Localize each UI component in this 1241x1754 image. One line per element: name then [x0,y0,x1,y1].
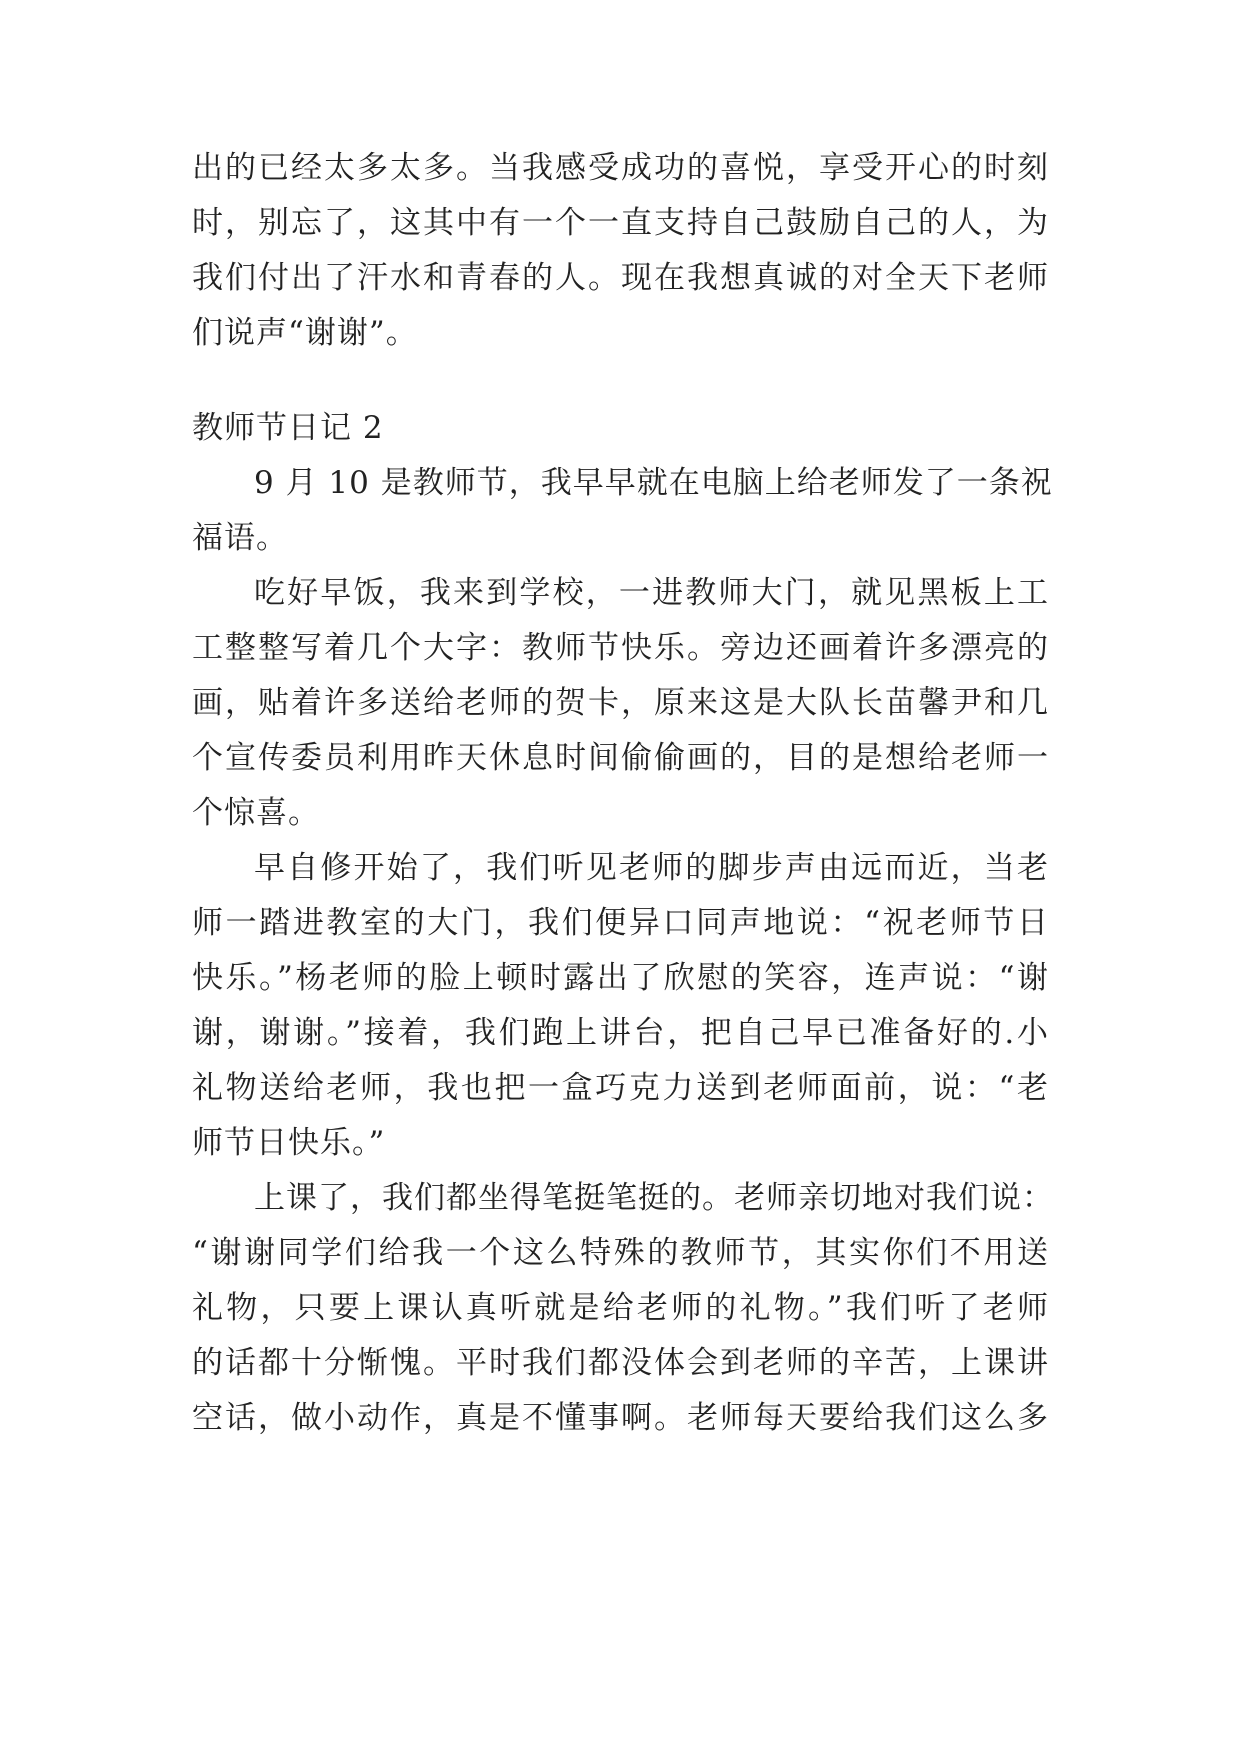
text-line: 的话都十分惭愧。平时我们都没体会到老师的辛苦，上课讲 [192,1345,1049,1381]
text-line: 上课了，我们都坐得笔挺笔挺的。老师亲切地对我们说： [254,1180,1054,1216]
text-line: 谢，谢谢。”接着，我们跑上讲台，把自己早已准备好的.小 [192,1015,1049,1051]
text-line: 出的已经太多太多。当我感受成功的喜悦，享受开心的时刻 [192,150,1049,186]
text-line: 吃好早饭，我来到学校，一进教师大门，就见黑板上工 [254,575,1049,611]
text-line: 们说声“谢谢”。 [192,315,418,351]
text-line: 工整整写着几个大字：教师节快乐。旁边还画着许多漂亮的 [192,630,1049,666]
text-line: 画，贴着许多送给老师的贺卡，原来这是大队长苗馨尹和几 [192,685,1049,721]
text-line: 空话，做小动作，真是不懂事啊。老师每天要给我们这么多 [192,1400,1049,1436]
text-line: 我们付出了汗水和青春的人。现在我想真诚的对全天下老师 [192,260,1049,296]
text-line: 师节日快乐。” [192,1125,386,1161]
text-line: 个惊喜。 [192,795,320,831]
text-line: 个宣传委员利用昨天休息时间偷偷画的，目的是想给老师一 [192,740,1049,776]
text-line: 礼物，只要上课认真听就是给老师的礼物。”我们听了老师 [192,1290,1049,1326]
text-line: 快乐。”杨老师的脸上顿时露出了欣慰的笑容，连声说：“谢 [192,960,1049,996]
text-line: “谢谢同学们给我一个这么特殊的教师节，其实你们不用送 [192,1235,1049,1271]
text-line: 礼物送给老师，我也把一盒巧克力送到老师面前，说：“老 [192,1070,1049,1106]
text-line: 9 月 10 是教师节，我早早就在电脑上给老师发了一条祝 [254,465,1053,501]
text-line: 师一踏进教室的大门，我们便异口同声地说：“祝老师节日 [192,905,1049,941]
text-line: 福语。 [192,520,288,556]
text-line: 早自修开始了，我们听见老师的脚步声由远而近，当老 [254,850,1049,886]
text-line: 时，别忘了，这其中有一个一直支持自己鼓励自己的人，为 [192,205,1049,241]
section-heading: 教师节日记 2 [192,410,384,446]
